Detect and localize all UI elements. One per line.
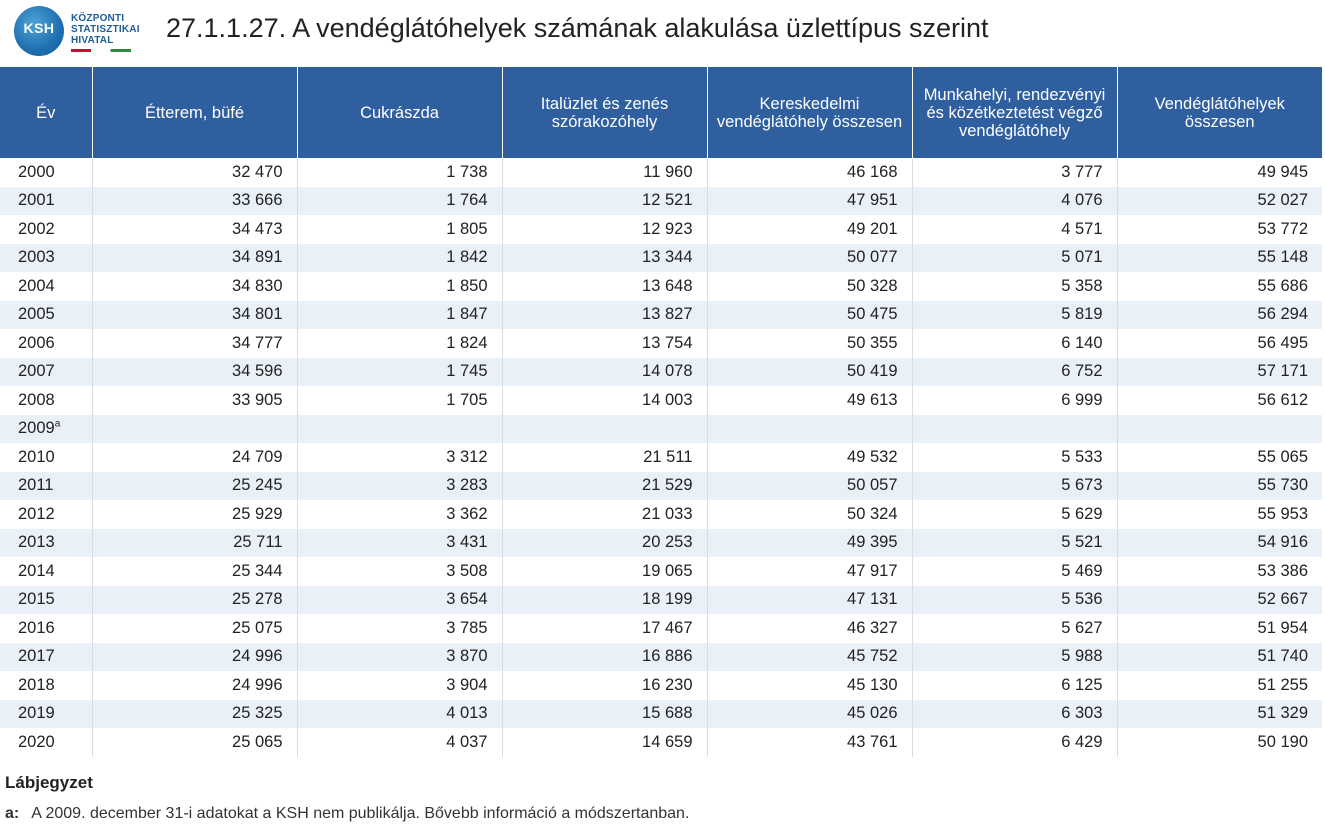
value-cell: 34 891 [92,244,297,273]
value-cell: 18 199 [502,586,707,615]
value-cell: 17 467 [502,614,707,643]
value-cell: 5 673 [912,472,1117,501]
value-cell: 19 065 [502,557,707,586]
logo-abbreviation: KSH [23,20,55,36]
value-cell: 3 654 [297,586,502,615]
logo-text [71,13,140,46]
value-cell: 12 521 [502,187,707,216]
value-cell: 53 386 [1257,561,1308,580]
year-cell: 2004 [0,272,92,301]
table-row [0,500,1322,529]
value-cell: 3 362 [297,500,502,529]
value-cell: 45 130 [707,671,912,700]
page-header [0,0,1325,62]
column-header[interactable]: Munkahelyi, rendezvényi és közétkeztetést végző vendéglátóhely [912,67,1117,158]
table-row [0,215,1322,244]
value-cell: 11 960 [502,158,707,187]
year-cell: 2019 [0,700,92,729]
logo-line: STATISZTIKAI [71,24,140,35]
value-cell: 5 071 [912,244,1117,273]
table-row [0,586,1322,615]
table-row [0,671,1322,700]
value-cell: 6 303 [912,700,1117,729]
value-cell: 55 065 [1257,447,1308,466]
value-cell: 49 395 [707,529,912,558]
value-cell: 16 886 [502,643,707,672]
value-cell: 15 688 [502,700,707,729]
table-row [0,329,1322,358]
value-cell: 14 078 [502,358,707,387]
value-cell: 24 996 [92,643,297,672]
year-cell: 2008 [0,386,92,415]
year-cell: 2006 [0,329,92,358]
table-row [0,643,1322,672]
footnote-text: A 2009. december 31-i adatokat a KSH nem publikálja. Bővebb információ a módszertanban. [31,805,690,822]
year-cell: 2018 [0,671,92,700]
value-cell: 55 730 [1117,472,1322,501]
year-cell [0,415,92,444]
value-cell: 53 772 [1257,219,1308,238]
value-cell: 1 847 [297,301,502,330]
value-cell: 1 745 [297,358,502,387]
value-cell: 49 532 [707,443,912,472]
value-cell: 3 312 [297,443,502,472]
value-cell: 49 201 [707,215,912,244]
value-cell: 3 283 [297,472,502,501]
value-cell: 56 294 [1117,301,1322,330]
year-cell: 2015 [0,586,92,615]
value-cell: 47 951 [707,187,912,216]
value-cell: 46 327 [707,614,912,643]
column-header[interactable]: Étterem, büfé [92,67,297,158]
year-cell: 2000 [0,158,92,187]
value-cell: 3 508 [297,557,502,586]
value-cell [502,415,707,444]
value-cell: 6 752 [912,358,1117,387]
column-header[interactable]: Év [0,67,92,158]
value-cell: 34 830 [92,272,297,301]
value-cell: 16 230 [502,671,707,700]
table-row [0,614,1322,643]
value-cell: 5 627 [912,614,1117,643]
table-header-row [0,67,1322,158]
value-cell: 1 824 [297,329,502,358]
value-cell: 6 429 [912,728,1117,757]
value-cell: 12 923 [502,215,707,244]
year-cell: 2002 [0,215,92,244]
value-cell: 51 740 [1117,643,1322,672]
value-cell: 5 988 [912,643,1117,672]
data-table [0,67,1322,757]
value-cell: 14 003 [502,386,707,415]
value-cell: 50 324 [707,500,912,529]
value-cell: 25 929 [92,500,297,529]
value-cell: 21 529 [502,472,707,501]
value-cell: 4 013 [297,700,502,729]
column-header[interactable]: Cukrászda [297,67,502,158]
year-cell: 2001 [0,187,92,216]
value-cell: 34 777 [92,329,297,358]
value-cell: 25 065 [92,728,297,757]
value-cell: 1 738 [297,158,502,187]
value-cell: 49 945 [1257,162,1308,181]
value-cell: 13 754 [502,329,707,358]
value-cell: 46 168 [707,158,912,187]
value-cell: 50 419 [707,358,912,387]
value-cell: 6 140 [912,329,1117,358]
value-cell: 25 325 [92,700,297,729]
table-row [0,158,1322,187]
value-cell: 25 344 [92,557,297,586]
year-cell: 2010 [0,443,92,472]
value-cell: 6 999 [912,386,1117,415]
table-row [0,301,1322,330]
year-cell: 2003 [0,244,92,273]
value-cell: 50 355 [707,329,912,358]
table-row [0,187,1322,216]
value-cell: 1 842 [297,244,502,273]
year-cell: 2005 [0,301,92,330]
value-cell: 25 075 [92,614,297,643]
value-cell: 33 666 [92,187,297,216]
table-row [0,244,1322,273]
page-title: 27.1.1.27. A vendéglátóhelyek számának alakulása üzlettípus szerint [166,13,989,43]
table-body [0,158,1322,757]
value-cell: 50 077 [707,244,912,273]
value-cell [1117,415,1322,444]
column-header[interactable]: Vendéglátóhelyek összesen [1117,67,1322,158]
year-cell: 2013 [0,529,92,558]
value-cell: 21 033 [502,500,707,529]
table-row [0,728,1322,757]
value-cell: 34 473 [92,215,297,244]
value-cell: 5 469 [912,557,1117,586]
value-cell: 32 470 [92,158,297,187]
value-cell: 49 613 [707,386,912,415]
value-cell: 4 076 [912,187,1117,216]
value-cell: 51 329 [1117,700,1322,729]
table-row [0,415,1322,444]
value-cell: 13 827 [502,301,707,330]
value-cell: 5 819 [912,301,1117,330]
value-cell: 5 629 [912,500,1117,529]
value-cell: 5 536 [912,586,1117,615]
ksh-logo[interactable] [14,4,146,58]
footnote [5,805,689,823]
value-cell: 24 709 [92,443,297,472]
value-cell: 54 916 [1117,529,1322,558]
footnote-title: Lábjegyzet [5,773,93,792]
table-row [0,472,1322,501]
value-cell: 4 571 [912,215,1117,244]
value-cell [92,415,297,444]
value-cell: 25 245 [92,472,297,501]
value-cell: 6 125 [912,671,1117,700]
value-cell: 25 278 [92,586,297,615]
value-cell: 25 711 [92,529,297,558]
flag-stripe-icon [71,49,131,52]
value-cell: 52 027 [1117,187,1322,216]
value-cell: 13 344 [502,244,707,273]
value-cell: 3 777 [912,158,1117,187]
value-cell: 3 904 [297,671,502,700]
year-value: 2009 [18,419,55,438]
year-cell: 2016 [0,614,92,643]
value-cell: 24 996 [92,671,297,700]
value-cell: 13 648 [502,272,707,301]
value-cell: 3 870 [297,643,502,672]
value-cell: 1 705 [297,386,502,415]
year-cell: 2020 [0,728,92,757]
table-row [0,529,1322,558]
value-cell: 50 057 [707,472,912,501]
value-cell: 52 667 [1117,586,1322,615]
value-cell: 56 612 [1257,390,1308,409]
value-cell: 33 905 [92,386,297,415]
value-cell: 1 764 [297,187,502,216]
value-cell: 20 253 [502,529,707,558]
value-cell: 47 131 [707,586,912,615]
value-cell: 5 358 [912,272,1117,301]
value-cell [297,415,502,444]
footnote-marker[interactable]: a [54,418,61,430]
value-cell: 57 171 [1117,358,1322,387]
value-cell: 55 148 [1117,244,1322,273]
table-row [0,386,1322,415]
table-row [0,272,1322,301]
value-cell: 47 917 [707,557,912,586]
value-cell: 5 521 [912,529,1117,558]
table-row [0,443,1322,472]
value-cell: 34 596 [92,358,297,387]
value-cell [912,415,1117,444]
value-cell: 3 785 [297,614,502,643]
value-cell: 45 026 [707,700,912,729]
value-cell: 51 954 [1257,618,1308,637]
value-cell: 51 255 [1257,675,1308,694]
footnote-key: a: [5,805,20,822]
column-header[interactable]: Kereskedelmi vendéglátóhely összesen [707,67,912,158]
year-cell: 2014 [0,557,92,586]
value-cell: 14 659 [502,728,707,757]
logo-line: KÖZPONTI [71,13,125,24]
table-row [0,700,1322,729]
value-cell [707,415,912,444]
value-cell: 43 761 [707,728,912,757]
value-cell: 21 511 [502,443,707,472]
value-cell: 50 328 [707,272,912,301]
value-cell: 55 686 [1257,276,1308,295]
table-row [0,358,1322,387]
table-row [0,557,1322,586]
value-cell: 3 431 [297,529,502,558]
value-cell: 50 190 [1257,732,1308,751]
value-cell: 4 037 [297,728,502,757]
value-cell: 34 801 [92,301,297,330]
column-header[interactable]: Italüzlet és zenés szórakozóhely [502,67,707,158]
year-cell: 2007 [0,358,92,387]
value-cell: 5 533 [912,443,1117,472]
year-cell: 2012 [0,500,92,529]
year-cell: 2017 [0,643,92,672]
value-cell: 50 475 [707,301,912,330]
value-cell: 1 850 [297,272,502,301]
value-cell: 56 495 [1257,333,1308,352]
year-cell: 2011 [0,472,92,501]
value-cell: 45 752 [707,643,912,672]
value-cell: 55 953 [1257,504,1308,523]
logo-line: HIVATAL [71,35,114,46]
value-cell: 1 805 [297,215,502,244]
